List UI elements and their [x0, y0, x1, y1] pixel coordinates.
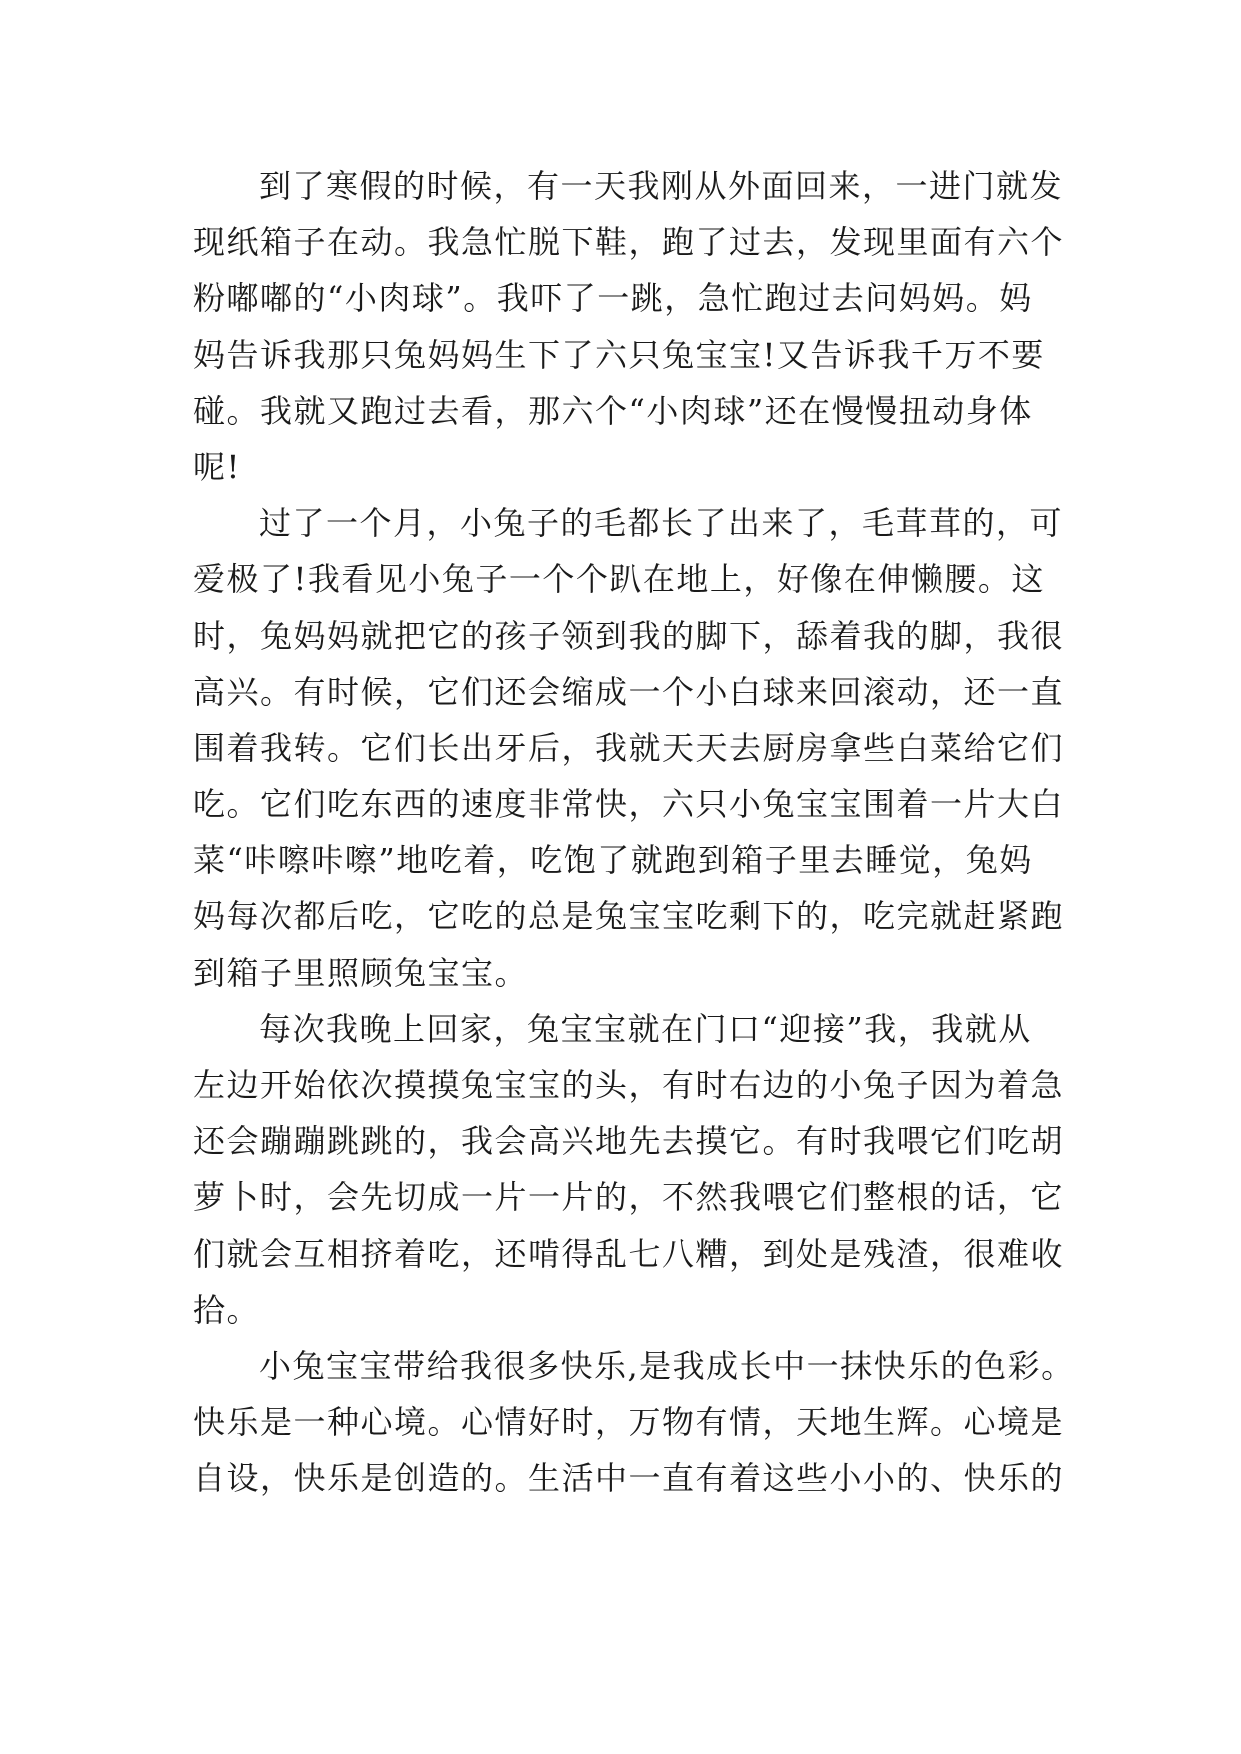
document-body: [193, 158, 1075, 1507]
text-line: 吃。它们吃东西的速度非常快，六只小兔宝宝围着一片大白: [193, 785, 1065, 824]
text-line: 左边开始依次摸摸兔宝宝的头，有时右边的小兔子因为着急: [193, 1066, 1065, 1104]
paragraph: [193, 1338, 1075, 1507]
paragraph: [193, 158, 1065, 495]
text-line: 菜“咔嚓咔嚓”地吃着，吃饱了就跑到箱子里去睡觉，兔妈: [193, 841, 1033, 880]
text-line: 快乐是一种心境。心情好时，万物有情，天地生辉。心境是: [193, 1403, 1065, 1442]
text-line: 萝卜时，会先切成一片一片的，不然我喂它们整根的话，它: [193, 1178, 1065, 1217]
text-line: 妈告诉我那只兔妈妈生下了六只兔宝宝!又告诉我千万不要: [193, 335, 1045, 374]
text-line: 呢!: [193, 447, 241, 486]
text-line: 爱极了!我看见小兔子一个个趴在地上，好像在伸懒腰。这: [193, 560, 1045, 599]
text-line: 到箱子里照顾兔宝宝。: [193, 953, 529, 992]
text-line: 粉嘟嘟的“小肉球”。我吓了一跳，急忙跑过去问妈妈。妈: [193, 279, 1033, 318]
text-line: 时，兔妈妈就把它的孩子领到我的脚下，舔着我的脚，我很: [193, 616, 1065, 655]
text-line: 每次我晚上回家，兔宝宝就在门口“迎接”我，我就从: [259, 1009, 1032, 1048]
text-line: 围着我转。它们长出牙后，我就天天去厨房拿些白菜给它们: [193, 728, 1065, 767]
text-line: 现纸箱子在动。我急忙脱下鞋，跑了过去，发现里面有六个: [193, 223, 1065, 262]
text-line: 碰。我就又跑过去看，那六个“小肉球”还在慢慢扭动身体: [193, 391, 1033, 430]
text-line: 到了寒假的时候，有一天我刚从外面回来，一进门就发: [259, 167, 1064, 205]
text-line: 妈每次都后吃，它吃的总是兔宝宝吃剩下的，吃完就赶紧跑: [193, 897, 1065, 936]
text-line: 小兔宝宝带给我很多快乐,是我成长中一抹快乐的色彩。: [259, 1346, 1075, 1385]
text-line: 还会蹦蹦跳跳的，我会高兴地先去摸它。有时我喂它们吃胡: [193, 1122, 1065, 1161]
text-line: 们就会互相挤着吃，还啃得乱七八糟，到处是残渣，很难收: [193, 1234, 1065, 1273]
text-line: 拾。: [193, 1290, 261, 1329]
paragraph: [193, 1001, 1065, 1338]
text-line: 过了一个月，小兔子的毛都长了出来了，毛茸茸的，可: [259, 504, 1064, 543]
text-line: 高兴。有时候，它们还会缩成一个小白球来回滚动，还一直: [193, 672, 1065, 711]
paragraph: [193, 495, 1065, 1001]
text-line: 自设，快乐是创造的。生活中一直有着这些小小的、快乐的: [193, 1459, 1065, 1498]
